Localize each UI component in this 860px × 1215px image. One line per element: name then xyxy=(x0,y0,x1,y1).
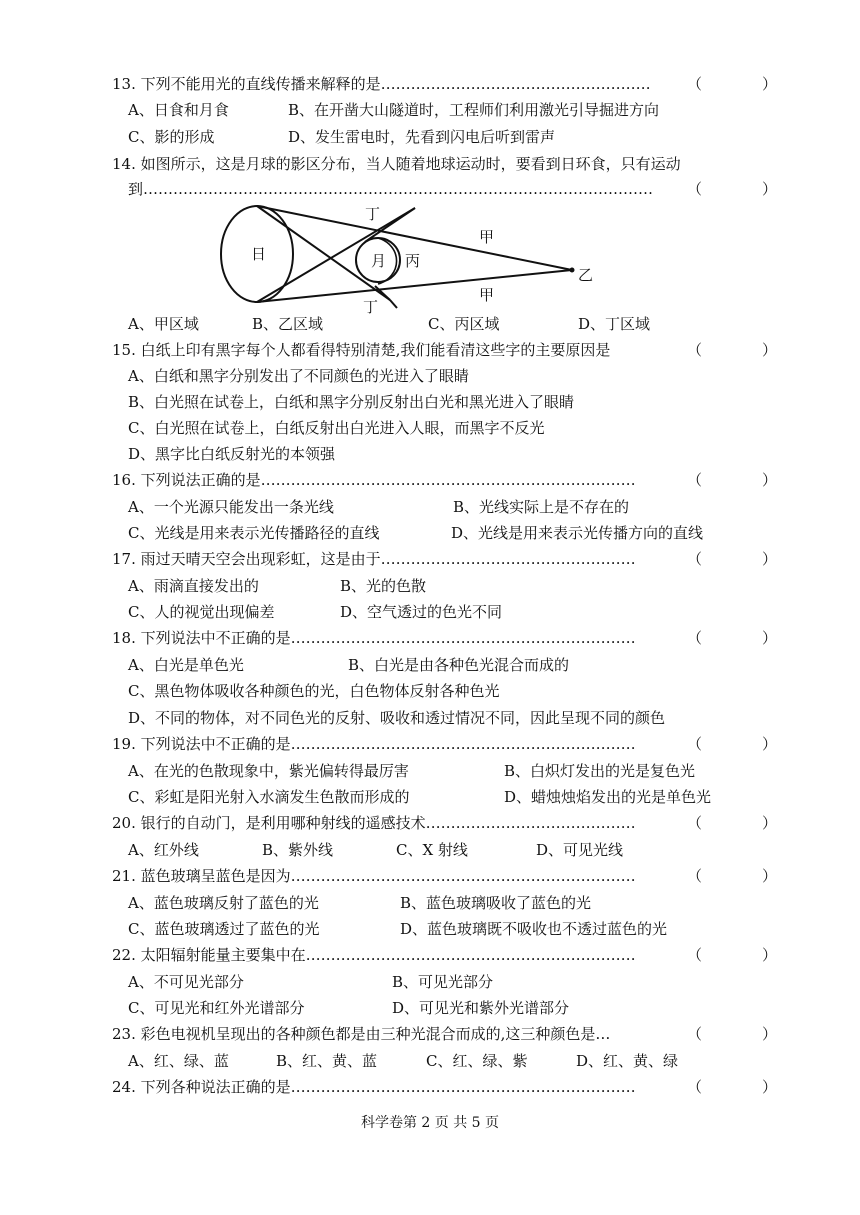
question-stem: 到………………………………………………………………………………………… xyxy=(128,180,654,198)
option-d: D、蓝色玻璃既不吸收也不透过蓝色的光 xyxy=(400,920,668,938)
option-b: B、在开凿大山隧道时，工程师们利用激光引导掘进方向 xyxy=(288,101,660,119)
option-b: B、紫外线 xyxy=(262,841,334,859)
option-d: D、丁区域 xyxy=(578,315,651,333)
option-d: D、黑字比白纸反射光的本领强 xyxy=(128,445,336,463)
option-d: D、红、黄、绿 xyxy=(576,1052,679,1070)
option-c: C、彩虹是阳光射入水滴发生色散而形成的 xyxy=(128,788,410,806)
question-stem: 14. 如图所示，这是月球的影区分布，当人随着地球运动时，要看到日环食，只有运动 xyxy=(112,155,681,173)
label-ding-bottom: 丁 xyxy=(363,298,379,315)
label-jia-bottom: 甲 xyxy=(479,286,495,304)
option-c: C、白光照在试卷上，白纸反射出白光进入人眼，而黑字不反光 xyxy=(128,419,545,437)
answer-paren: （ ） xyxy=(687,341,778,359)
question-19 xyxy=(112,732,778,756)
question-14-cont xyxy=(112,177,778,201)
label-yi: 乙 xyxy=(578,266,594,284)
label-sun: 日 xyxy=(251,245,267,263)
option-d: D、可见光线 xyxy=(536,841,624,859)
question-stem: 23. 彩色电视机呈现出的各种颜色都是由三种光混合而成的,这三种颜色是… xyxy=(112,1025,611,1043)
option-c: C、丙区域 xyxy=(428,315,500,333)
answer-paren: （ ） xyxy=(687,867,778,885)
option-a: A、白纸和黑字分别发出了不同颜色的光进入了眼睛 xyxy=(128,367,469,385)
option-a: A、一个光源只能发出一条光线 xyxy=(128,498,334,516)
option-d: D、可见光和紫外光谱部分 xyxy=(392,999,570,1017)
option-a: A、红、绿、蓝 xyxy=(128,1052,229,1070)
option-c: C、黑色物体吸收各种颜色的光，白色物体反射各种色光 xyxy=(128,682,500,700)
question-18 xyxy=(112,626,778,650)
question-stem: 20. 银行的自动门，是利用哪种射线的遥感技术…………………………………… xyxy=(112,814,636,832)
question-20 xyxy=(112,811,778,835)
question-stem: 24. 下列各种说法正确的是…………………………………………………………… xyxy=(112,1078,636,1096)
answer-paren: （ ） xyxy=(687,1078,778,1096)
option-b: B、白光是由各种色光混合而成的 xyxy=(348,656,570,674)
option-a: A、白光是单色光 xyxy=(128,656,244,674)
answer-paren: （ ） xyxy=(687,75,778,93)
question-16 xyxy=(112,468,778,492)
answer-paren: （ ） xyxy=(687,629,778,647)
option-b: B、红、黄、蓝 xyxy=(276,1052,378,1070)
question-stem: 15. 白纸上印有黑字每个人都看得特别清楚,我们能看清这些字的主要原因是 xyxy=(112,341,611,359)
question-stem: 22. 太阳辐射能量主要集中在………………………………………………………… xyxy=(112,946,636,964)
page-footer: 科学卷第 2 页 共 5 页 xyxy=(360,1115,500,1131)
question-21 xyxy=(112,864,778,888)
answer-paren: （ ） xyxy=(687,550,778,568)
option-c: C、蓝色玻璃透过了蓝色的光 xyxy=(128,920,320,938)
answer-paren: （ ） xyxy=(687,946,778,964)
label-jia-top: 甲 xyxy=(479,228,495,246)
answer-paren: （ ） xyxy=(687,1025,778,1043)
question-stem: 16. 下列说法正确的是………………………………………………………………… xyxy=(112,471,636,489)
option-c: C、光线是用来表示光传播路径的直线 xyxy=(128,524,380,542)
answer-paren: （ ） xyxy=(687,735,778,753)
answer-paren: （ ） xyxy=(687,814,778,832)
option-b: B、可见光部分 xyxy=(392,973,494,991)
option-c: C、X 射线 xyxy=(396,841,468,859)
question-stem: 21. 蓝色玻璃呈蓝色是因为…………………………………………………………… xyxy=(112,867,636,885)
option-a: A、甲区域 xyxy=(128,315,199,333)
label-moon: 月 xyxy=(371,252,387,270)
option-b: B、乙区域 xyxy=(252,315,324,333)
answer-paren: （ ） xyxy=(687,180,778,198)
option-a: A、在光的色散现象中，紫光偏转得最厉害 xyxy=(128,762,409,780)
answer-paren: （ ） xyxy=(687,471,778,489)
option-c: C、影的形成 xyxy=(128,128,215,146)
option-d: D、蜡烛烛焰发出的光是单色光 xyxy=(504,788,712,806)
question-15 xyxy=(112,338,778,362)
question-14 xyxy=(112,152,772,176)
question-24 xyxy=(112,1075,778,1099)
option-d: D、发生雷电时，先看到闪电后听到雷声 xyxy=(288,128,556,146)
option-a: A、红外线 xyxy=(128,841,199,859)
moon-shadow-diagram xyxy=(215,200,615,315)
option-b: B、白光照在试卷上，白纸和黑字分别反射出白光和黑光进入了眼睛 xyxy=(128,393,575,411)
question-22 xyxy=(112,943,778,967)
label-bing: 丙 xyxy=(405,252,421,270)
option-a: A、蓝色玻璃反射了蓝色的光 xyxy=(128,894,319,912)
option-a: A、日食和月食 xyxy=(128,101,229,119)
question-13 xyxy=(112,72,778,96)
question-stem: 13. 下列不能用光的直线传播来解释的是……………………………………………… xyxy=(112,75,651,93)
option-c: C、红、绿、紫 xyxy=(426,1052,528,1070)
option-a: A、不可见光部分 xyxy=(128,973,244,991)
option-d: D、光线是用来表示光传播方向的直线 xyxy=(451,524,704,542)
option-d: D、空气透过的色光不同 xyxy=(340,603,503,621)
option-a: A、雨滴直接发出的 xyxy=(128,577,259,595)
option-b: B、光线实际上是不存在的 xyxy=(453,498,630,516)
option-c: C、人的视觉出现偏差 xyxy=(128,603,275,621)
option-b: B、蓝色玻璃吸收了蓝色的光 xyxy=(400,894,592,912)
option-d: D、不同的物体，对不同色光的反射、吸收和透过情况不同，因此呈现不同的颜色 xyxy=(128,709,666,727)
option-c: C、可见光和红外光谱部分 xyxy=(128,999,305,1017)
option-b: B、白炽灯发出的光是复色光 xyxy=(504,762,696,780)
option-b: B、光的色散 xyxy=(340,577,427,595)
label-ding-top: 丁 xyxy=(365,205,381,223)
question-23 xyxy=(112,1022,778,1046)
question-stem: 19. 下列说法中不正确的是…………………………………………………………… xyxy=(112,735,636,753)
question-stem: 18. 下列说法中不正确的是…………………………………………………………… xyxy=(112,629,636,647)
question-17 xyxy=(112,547,778,571)
question-stem: 17. 雨过天晴天空会出现彩虹，这是由于…………………………………………… xyxy=(112,550,636,568)
